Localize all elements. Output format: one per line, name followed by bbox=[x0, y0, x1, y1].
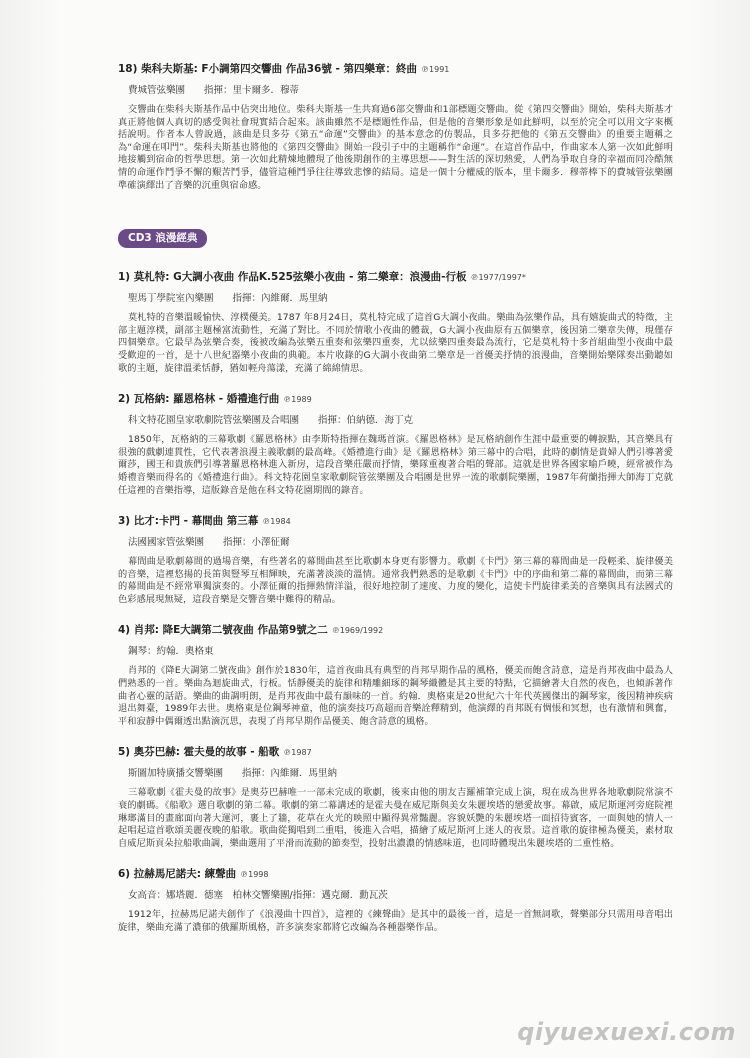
track-entry bbox=[118, 745, 673, 850]
track-title: 3) 比才:卡門 - 幕間曲 第三幕 ℗1984 bbox=[118, 515, 291, 528]
copyright-year: ℗1987 bbox=[283, 748, 312, 758]
track-description: 三幕歌劇《霍夫曼的故事》是奧芬巴赫唯一一部未完成的歌劇，後來由他的朋友吉羅補筆完成上演，現在成為世界各地歌劇院常演不衰的劇碼。《船歌》選自歌劇的第二幕。歌劇的第二幕講述的是霍夫曼在威尼斯與美女朱麗埃塔的戀愛故事。幕啟，威尼斯運河旁庭院裡琳瑯滿目的畫廊面向著大運河，裹上了牆，花草在火光的映照中顯得異常豔麗。容貌妖艷的朱麗埃塔一面招待賓客，一面與她的情人一起唱起這首歌頌美麗夜晚的船歌。歌曲從獨唱到二重唱，後進入合唱，描繪了威尼斯河上迷人的夜景。這首歌的旋律極為優美，素材取自威尼斯貢朵拉船歌曲調，樂曲選用了平滑而流動的節奏型，投射出濃濃的情感味道，也同時體現出朱麗埃塔的二重性格。 bbox=[118, 787, 673, 849]
track-title: 1) 莫札特: G大調小夜曲 作品K.525弦樂小夜曲 - 第二樂章：浪漫曲-行板 ℗1977/1997* bbox=[118, 271, 526, 284]
track-performers: 斯圖加特廣播交響樂團 指揮：內維爾．馬里納 bbox=[128, 768, 338, 780]
track-performers: 女高音：娜塔麗．德塞 柏林交響樂團/指揮：邁克爾．勳瓦茨 bbox=[128, 890, 388, 902]
copyright-year: ℗1969/1992 bbox=[331, 626, 384, 636]
track-performers: 科文特花園皇家歌劇院管弦樂團及合唱團 指揮：伯納德．海丁克 bbox=[128, 415, 414, 427]
cd-section-header bbox=[118, 226, 673, 248]
track-entry bbox=[118, 514, 673, 606]
watermark: qiyuexuexi.com bbox=[517, 1018, 736, 1046]
track-description: 莫札特的音樂溫暖愉快、淳樸優美。1787 年8月24日，莫札特完成了這首G大調小夜曲。樂曲為弦樂作品，具有嬉旋曲式的特徵，主部主題淳樸，副部主題極富流動性，充滿了對比。不同於情歌小夜曲的體裁，G大調小夜曲原有五個樂章，後因第二樂章失傳，現僅存四個樂章。它最早為弦樂合奏，後被改編為弦樂五重奏和弦樂四重奏，尤以絃樂四重奏最為流行，它是莫札特十多首組曲型小夜曲中最受歡迎的一首，是十八世紀器樂小夜曲的典範。本片收錄的G大調小夜曲第二樂章是一首優美抒情的浪漫曲，音樂開始樂隊奏出動聽如歌的主題，旋律溫柔恬靜，猶如輕舟蕩漾，充滿了綿綿情思。 bbox=[118, 312, 673, 374]
track-performers: 鋼琴：約翰．奧格東 bbox=[128, 646, 214, 658]
track-entry bbox=[118, 270, 673, 375]
track-description: 幕間曲是歌劇幕間的過場音樂，有些著名的幕間曲甚至比歌劇本身更有影響力。歌劇《卡門》第三幕的幕間曲是一段輕柔、旋律優美的音樂，這裡悠揚的長笛與豎琴互相輝映，充滿著淡淡的溫情。通常我們熟悉的是歌劇《卡門》中的序曲和第二幕的幕間曲，而第三幕的幕間曲是不經常單獨演奏的。小澤征爾的指揮熱情洋溢，很好地控制了速度、力度的變化，這使卡門旋律柔美的音樂與具有法國式的色彩感展現無疑，這段音樂是交響音樂中難得的精品。 bbox=[118, 556, 673, 605]
track-entry bbox=[118, 623, 673, 728]
copyright-year: ℗1991 bbox=[421, 65, 450, 74]
track-title: 5) 奧芬巴赫: 霍夫曼的故事 - 船歌 ℗1987 bbox=[118, 746, 312, 759]
track-description: 1912年，拉赫馬尼諾夫創作了《浪漫曲十四首》，這裡的《練聲曲》是其中的最後一首，這是一首無詞歌，聲樂部分只需用母音唱出旋律，樂曲充滿了濃郁的俄羅斯風格，許多演奏家都將它改編為各種器樂作品。 bbox=[118, 909, 673, 933]
track-title: 2) 瓦格納: 羅恩格林 - 婚禮進行曲 ℗1989 bbox=[118, 393, 312, 406]
page-content bbox=[118, 62, 673, 952]
track-title: 6) 拉赫馬尼諾夫: 練聲曲 ℗1998 bbox=[118, 868, 269, 881]
copyright-year: ℗1984 bbox=[262, 517, 291, 527]
track-title: 4) 肖邦: 降E大調第二號夜曲 作品第9號之二 ℗1969/1992 bbox=[118, 624, 384, 637]
copyright-year: ℗1998 bbox=[240, 870, 269, 880]
track-description: 交響曲在柴科夫斯基作品中佔突出地位。柴科夫斯基一生共寫過6部交響曲和1部標題交響曲。從《第四交響曲》開始，柴科夫斯基才真正將他個人真切的感受與社會現實結合起來。該曲雖然不是標題性作品，但是他的音樂形象是如此鮮明，以至於完全可以用文字來概括說明。作者本人曾說過，該曲是貝多芬《第五“命運”交響曲》的基本意念的仿製品，貝多芬把他的《第五交響曲》的重要主題稱之為“命運在叩門”。柴科夫斯基也將他的《第四交響曲》開始一段引子中的主題稱作“命運”。在這首作品中，作曲家本人第一次如此鮮明地接觸到宿命的哲學思想。第一次如此精煉地體現了他後期創作的主導思想——對生活的深切熱愛，人們為爭取自身的幸福而同冷酷無情的命運作鬥爭不懈的艱苦鬥爭，儘管這種鬥爭往往導致悲慘的結局。這是一個十分權威的版本，里卡爾多．穆蒂棒下的費城管弦樂團準確演繹出了音樂的沉重與宿命感。 bbox=[118, 104, 673, 191]
track-title: 18) 柴科夫斯基: F小調第四交響曲 作品36號 - 第四樂章：終曲 ℗1991 bbox=[118, 63, 450, 75]
cd-label-badge: CD3 浪漫經典 bbox=[118, 229, 207, 248]
track-performers: 聖馬丁學院室內樂團 指揮：內維爾．馬里納 bbox=[128, 293, 328, 305]
track-entry bbox=[118, 62, 673, 192]
copyright-year: ℗1977/1997* bbox=[470, 273, 526, 283]
track-entry bbox=[118, 392, 673, 497]
track-description: 肖邦的《降E大調第二號夜曲》創作於1830年，這首夜曲具有典型的肖邦早期作品的風格，優美而飽含詩意，這是肖邦夜曲中最為人們熟悉的一首。樂曲為迴旋曲式，行板。恬靜優美的旋律和精雕細琢的鋼琴織體是其主要的特點，它描繪著大自然的夜色，也傾訴著作曲者心靈的話語。樂曲的曲調明朗，是肖邦夜曲中最有韻味的一首。約翰．奧格東是20世紀六十年代英國傑出的鋼琴家，後因精神疾病退出舞臺，1989年去世。奧格東是位鋼琴神童，他的演奏技巧高超而音樂詮釋精到，他演繹的肖邦既有惆悵和冥想，也有激情和興奮，平和寂靜中偶爾透出點滴沉思，表現了肖邦早期作品優美、飽含詩意的風格。 bbox=[118, 665, 673, 727]
track-performers: 法國國家管弦樂團 指揮：小澤征爾 bbox=[128, 537, 290, 549]
track-entry bbox=[118, 867, 673, 934]
track-description: 1850年，瓦格納的三幕歌劇《羅恩格林》由李斯特指揮在魏瑪首演。《羅恩格林》是瓦格納創作生涯中最重要的轉捩點，其音樂具有很強的戲劇連貫性，它代表著浪漫主義歌劇的最高峰。《婚禮進行曲》是《羅恩格林》第三幕中的合唱，此時的劇情是貴婦人們引導著愛爾莎，國王和貴族們引導著羅恩格林進入新房，這段音樂莊嚴而抒情，樂隊重複著合唱的聲部。這就是世界各國家喻戶曉，經常被作為婚禮音樂而得名的《婚禮進行曲》。科文特花園皇家歌劇院管弦樂團及合唱團是世界一流的歌劇院樂團，1987年荷蘭指揮大師海丁克就任這裡的音樂指導，這版錄音是他在科文特花園期間的錄音。 bbox=[118, 434, 673, 496]
track-performers: 費城管弦樂團 指揮：里卡爾多．穆蒂 bbox=[128, 85, 300, 96]
copyright-year: ℗1989 bbox=[283, 395, 312, 405]
